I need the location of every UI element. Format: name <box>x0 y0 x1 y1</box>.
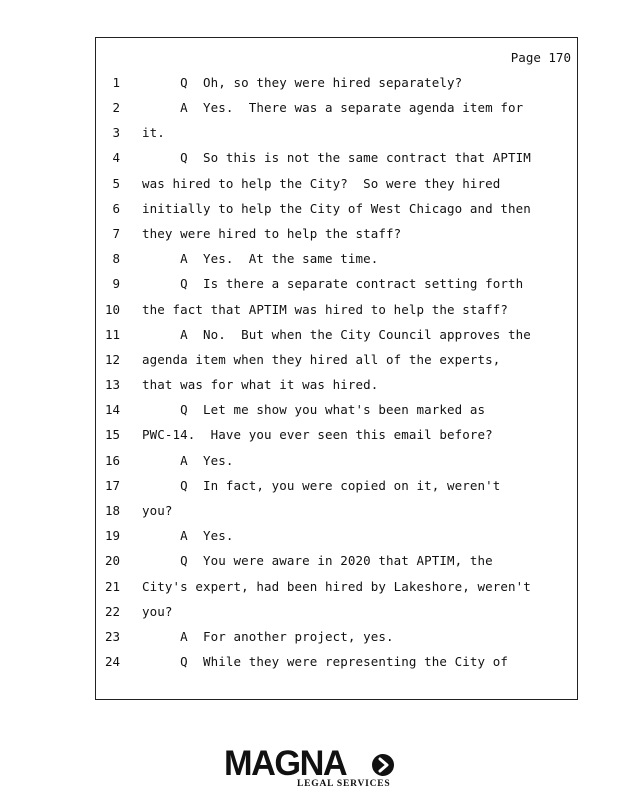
transcript-page <box>95 37 578 700</box>
line-text: Q So this is not the same contract that APTIM <box>142 150 531 165</box>
line-number: 14 <box>104 402 120 417</box>
line-text: Q You were aware in 2020 that APTIM, the <box>142 553 493 568</box>
line-number: 1 <box>112 75 120 90</box>
line-number: 6 <box>112 201 120 216</box>
line-text: A Yes. There was a separate agenda item for <box>142 100 524 115</box>
page-number: Page 170 <box>510 50 571 65</box>
line-number: 24 <box>104 654 120 669</box>
line-number: 3 <box>112 125 120 140</box>
line-text: A Yes. <box>142 528 234 543</box>
line-text: you? <box>142 604 173 619</box>
line-number: 19 <box>104 528 120 543</box>
line-number: 5 <box>112 176 120 191</box>
line-text: you? <box>142 503 173 518</box>
logo-subtitle: LEGAL SERVICES <box>297 779 391 789</box>
line-text: A No. But when the City Council approves the <box>142 327 531 342</box>
line-text: agenda item when they hired all of the experts, <box>142 352 501 367</box>
line-number: 8 <box>112 251 120 266</box>
line-number: 12 <box>104 352 120 367</box>
line-text: Q Is there a separate contract setting forth <box>142 276 524 291</box>
line-text: A Yes. At the same time. <box>142 251 379 266</box>
line-number: 10 <box>104 302 120 317</box>
line-number: 23 <box>104 629 120 644</box>
line-text: Q In fact, you were copied on it, weren't <box>142 478 501 493</box>
magna-logo <box>224 746 396 792</box>
line-number: 20 <box>104 553 120 568</box>
line-text: Q Let me show you what's been marked as <box>142 402 486 417</box>
line-number: 22 <box>104 604 120 619</box>
line-text: City's expert, had been hired by Lakeshore, weren't <box>142 579 531 594</box>
line-text: Q While they were representing the City of <box>142 654 509 669</box>
line-number: 16 <box>104 453 120 468</box>
line-text: initially to help the City of West Chicago and then <box>142 201 531 216</box>
line-text: was hired to help the City? So were they hired <box>142 176 501 191</box>
line-number: 2 <box>112 100 120 115</box>
line-text: A For another project, yes. <box>142 629 394 644</box>
chevron-right-circle-icon <box>372 754 394 776</box>
line-number: 21 <box>104 579 120 594</box>
line-text: Q Oh, so they were hired separately? <box>142 75 463 90</box>
line-number: 15 <box>104 427 120 442</box>
logo-wordmark: MAGNA <box>224 744 347 783</box>
line-text: the fact that APTIM was hired to help the staff? <box>142 302 509 317</box>
line-number: 9 <box>112 276 120 291</box>
line-number: 4 <box>112 150 120 165</box>
line-number: 18 <box>104 503 120 518</box>
line-text: PWC-14. Have you ever seen this email before? <box>142 427 493 442</box>
line-number: 7 <box>112 226 120 241</box>
line-number: 11 <box>104 327 120 342</box>
line-number: 13 <box>104 377 120 392</box>
line-number: 17 <box>104 478 120 493</box>
line-text: it. <box>142 125 165 140</box>
line-text: that was for what it was hired. <box>142 377 379 392</box>
line-text: they were hired to help the staff? <box>142 226 402 241</box>
line-text: A Yes. <box>142 453 234 468</box>
